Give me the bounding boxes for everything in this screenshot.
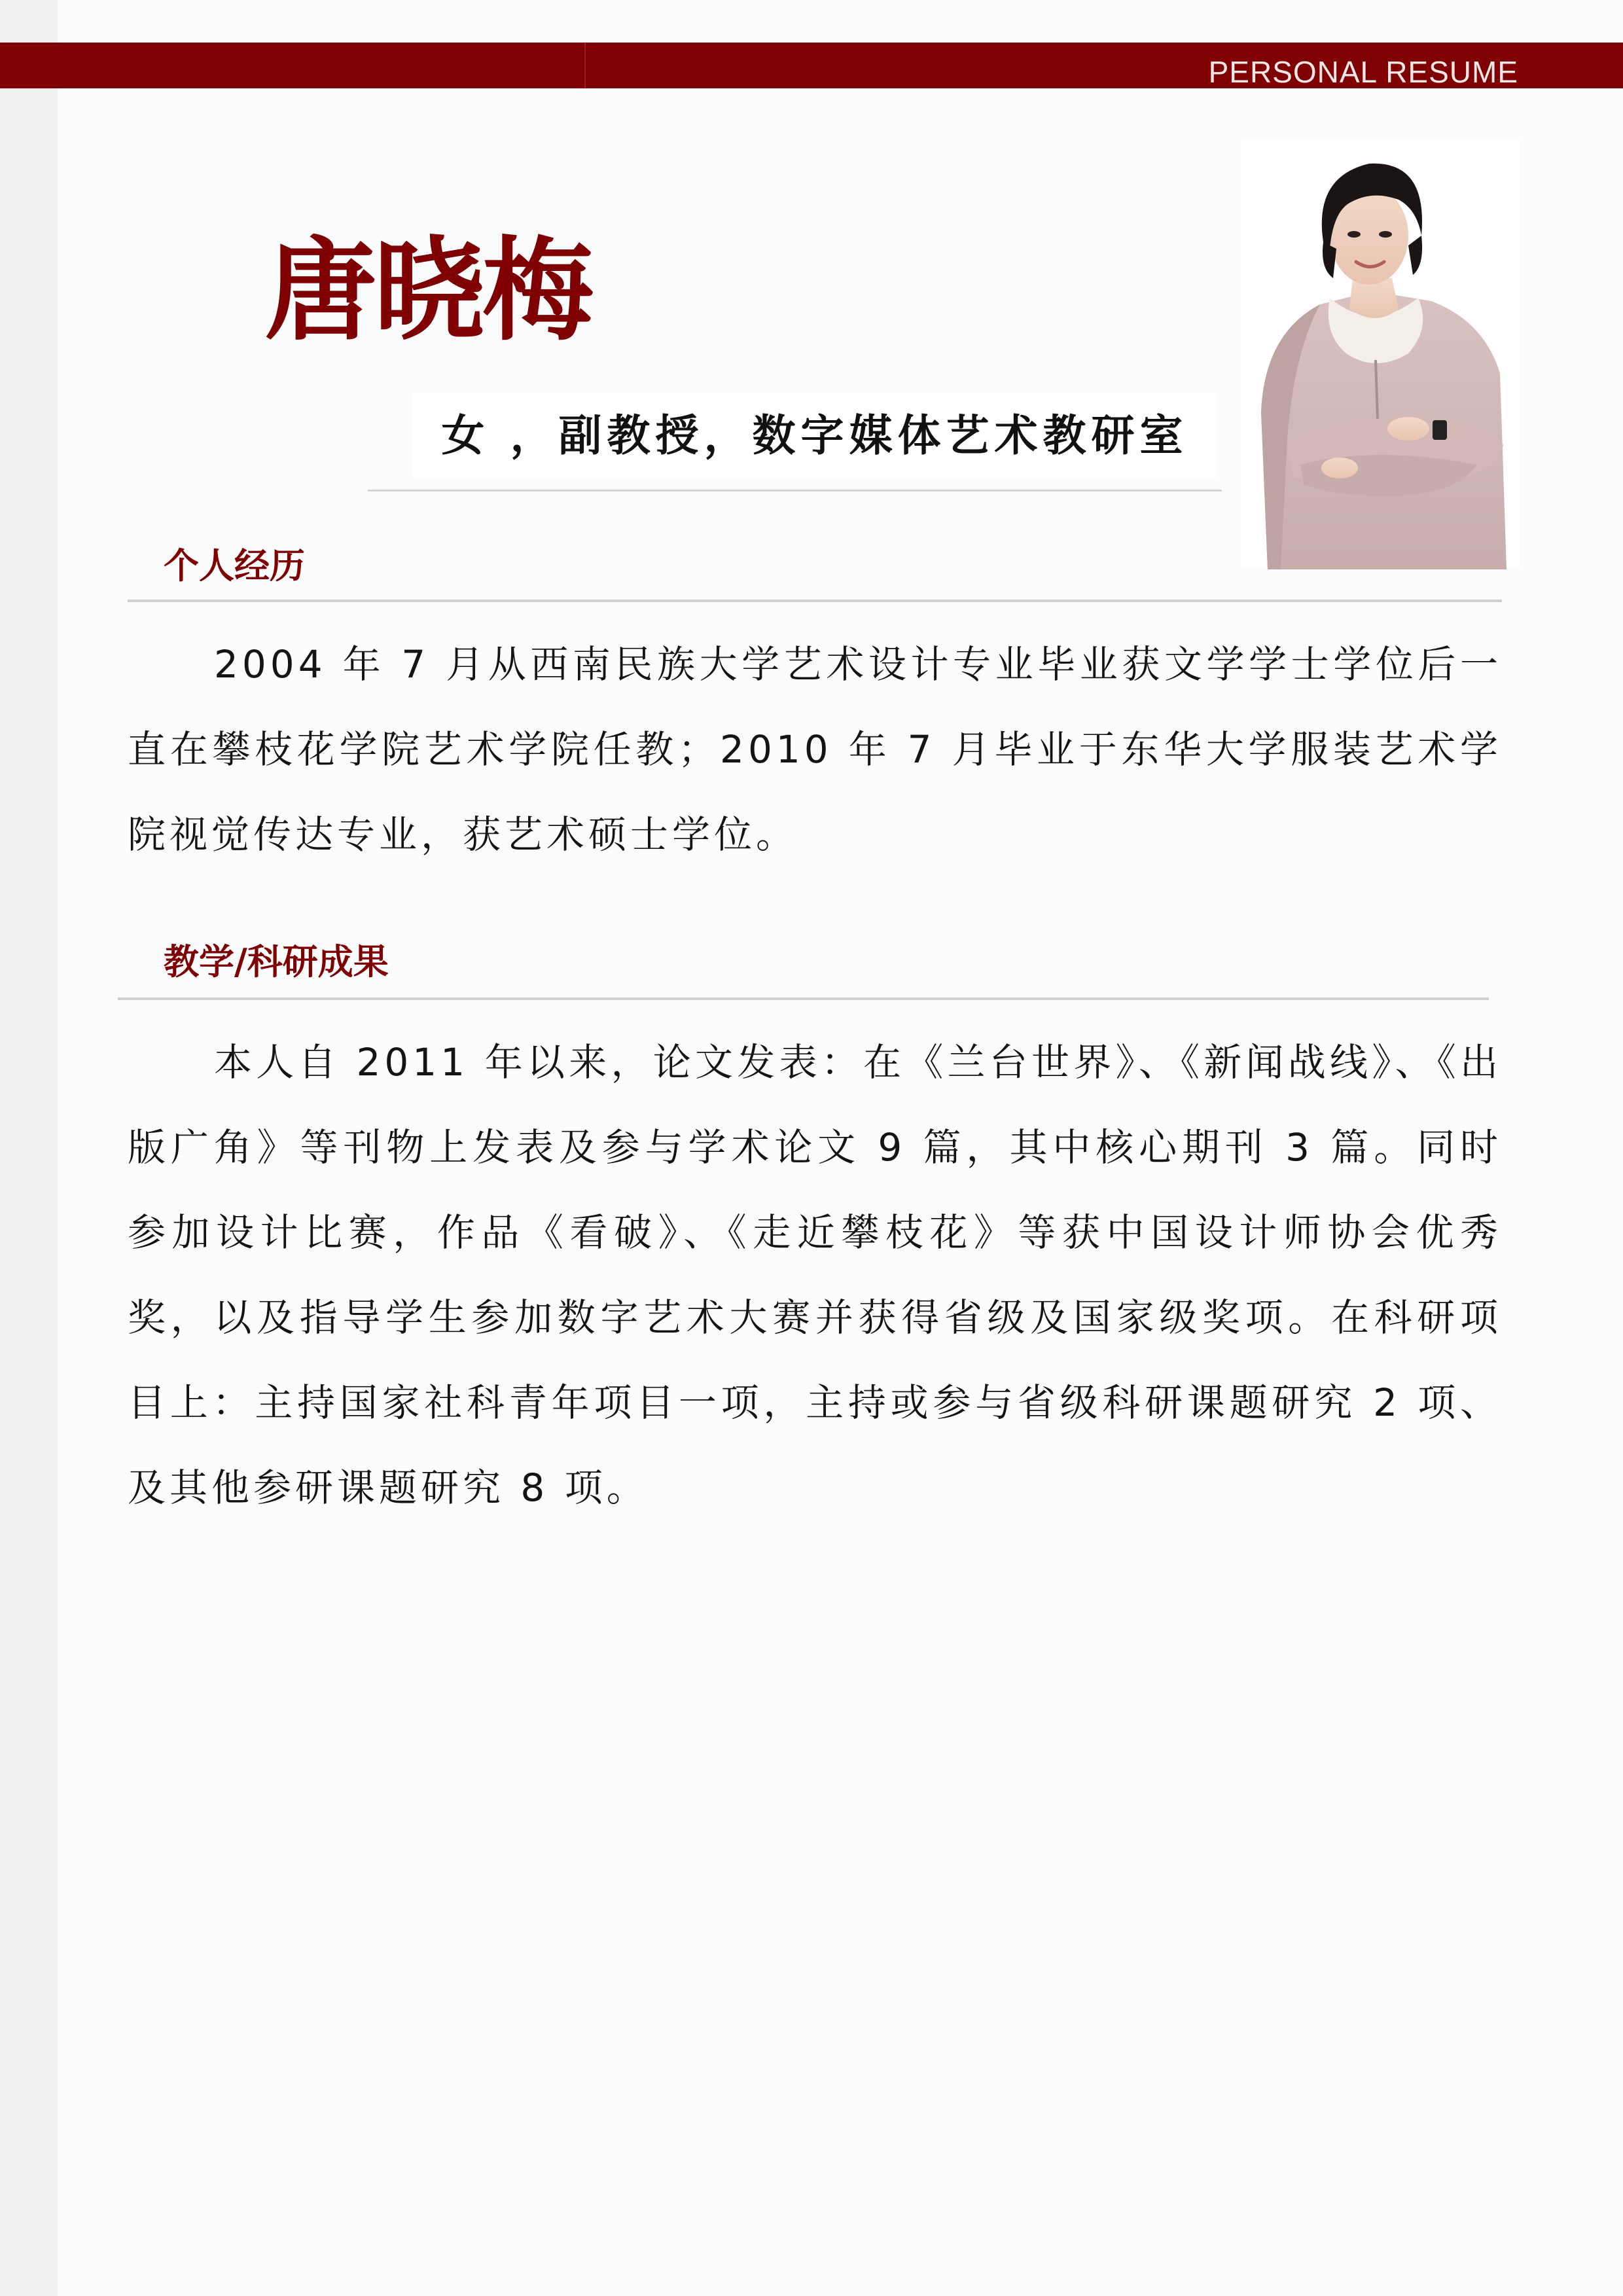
experience-paragraph: 2004 年 7 月从西南民族大学艺术设计专业毕业获文学学士学位后一直在攀枝花学院艺术学院任教；2010 年 7 月毕业于东华大学服装艺术学院视觉传达专业，获艺术硕士学位。 [128, 642, 1502, 857]
subtitle-underline [368, 490, 1222, 492]
person-name: 唐晓梅 [265, 226, 592, 356]
header-banner-label: PERSONAL RESUME [1208, 55, 1518, 89]
section-title-experience: 个人经历 [164, 545, 305, 586]
achievements-paragraph: 本人自 2011 年以来，论文发表：在《兰台世界》、《新闻战线》、《出版广角》等刊物上发表及参与学术论文 9 篇，其中核心期刊 3 篇。同时参加设计比赛，作品《看破》、《走近攀枝花》等获中国设计师协会优秀奖，以及指导学生参加数字艺术大赛并获得省级及国家级奖项。在科研项目上：主持国家社科青年项目一项，主持或参与省级科研课题研究 2 项、及其他参研课题研究 8 项。 [128, 1040, 1502, 1510]
section-divider-achievements [118, 997, 1489, 1000]
left-margin-strip [0, 0, 58, 2296]
portrait-photo [1241, 137, 1520, 569]
section-divider-experience [128, 600, 1502, 602]
header-banner-divider [584, 43, 586, 88]
section-title-achievements: 教学/科研成果 [164, 941, 389, 982]
person-subtitle: 女 ，副教授，数字媒体艺术教研室 [412, 393, 1217, 478]
